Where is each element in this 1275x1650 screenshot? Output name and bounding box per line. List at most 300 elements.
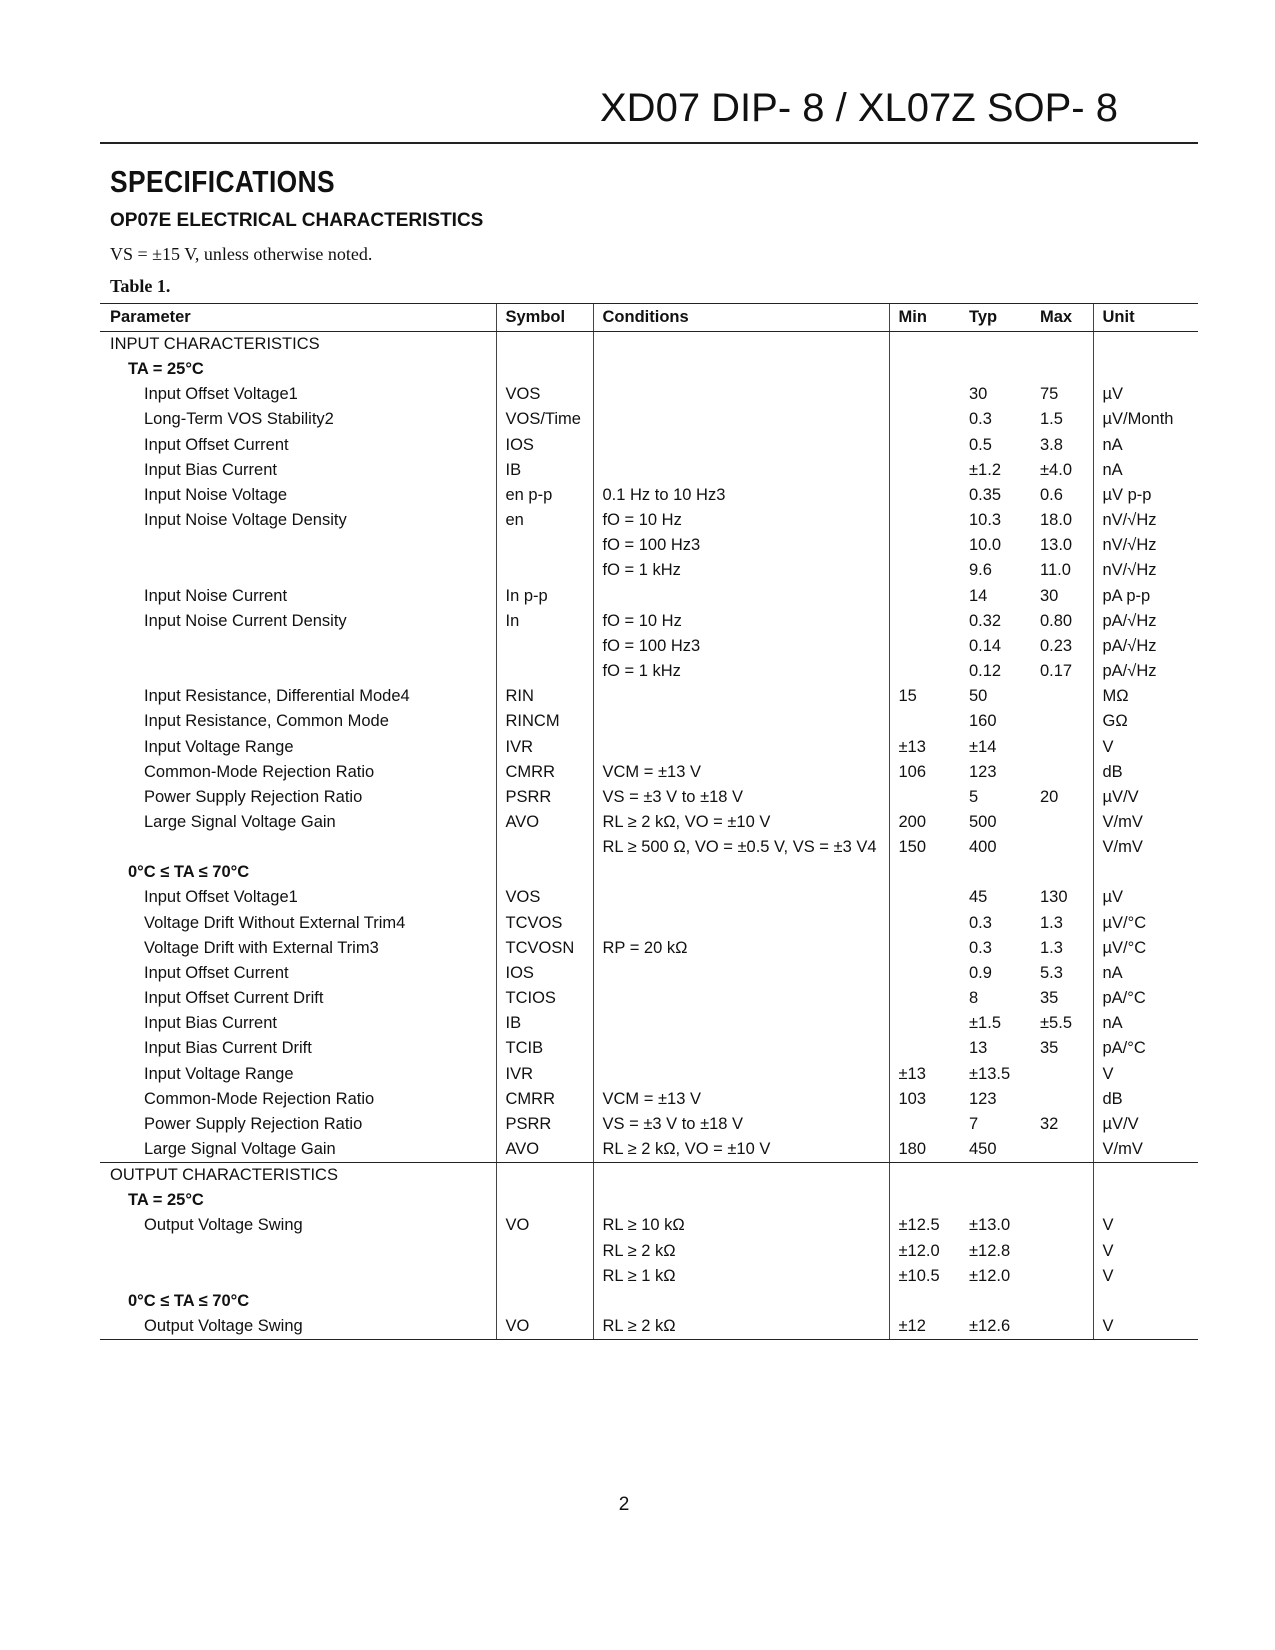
cell-typ: 0.9 — [969, 963, 992, 982]
cell-symbol: IVR — [496, 735, 593, 760]
cell-unit: nA — [1093, 458, 1198, 483]
cell-conditions: RL ≥ 10 kΩ — [593, 1213, 889, 1238]
cell-conditions: fO = 100 Hz3 — [593, 634, 889, 659]
cell-typ: ±14 — [969, 737, 997, 756]
cell-unit — [1093, 332, 1198, 358]
cell-max: 5.3 — [1040, 963, 1063, 982]
cell-unit — [1093, 357, 1198, 382]
cell-parameter — [100, 1239, 496, 1264]
cell-parameter — [100, 533, 496, 558]
table-row — [100, 1163, 1198, 1189]
cell-conditions — [593, 407, 889, 432]
cell-conditions: RL ≥ 2 kΩ, VO = ±10 V — [593, 810, 889, 835]
cell-unit: dB — [1093, 760, 1198, 785]
cell-unit: µV p-p — [1093, 483, 1198, 508]
cell-max: 0.80 — [1040, 611, 1073, 630]
cell-min — [889, 433, 960, 458]
cell-typ: 50 — [969, 687, 988, 706]
cell-typ: 0.3 — [969, 938, 992, 957]
table-row — [100, 1213, 1198, 1238]
cell-min — [889, 407, 960, 432]
cell-unit: pA/√Hz — [1093, 634, 1198, 659]
cell-max — [1031, 810, 1093, 835]
cell-typ: 123 — [969, 1089, 997, 1108]
cell-min — [889, 332, 960, 358]
page-header-title: XD07 DIP- 8 / XL07Z SOP- 8 — [600, 86, 1118, 130]
cell-unit: pA/°C — [1093, 1036, 1198, 1061]
cell-typ: 0.3 — [969, 913, 992, 932]
cell-typ: 7 — [969, 1114, 979, 1133]
cell-conditions — [593, 433, 889, 458]
cell-symbol: TCVOSN — [496, 936, 593, 961]
table-row — [100, 684, 1198, 709]
cell-conditions — [593, 885, 889, 910]
cell-symbol: IB — [496, 1011, 593, 1036]
page-number: 2 — [618, 1494, 630, 1515]
cell-conditions — [593, 1062, 889, 1087]
cell-conditions — [593, 911, 889, 936]
cell-min — [889, 709, 960, 734]
cell-typ: 30 — [969, 385, 988, 404]
cell-typ: 0.3 — [969, 410, 992, 429]
cell-unit: MΩ — [1093, 684, 1198, 709]
table-body — [100, 332, 1198, 1340]
cell-max — [1031, 357, 1093, 382]
cell-parameter: TA = 25°C — [128, 360, 204, 379]
cell-typ: 500 — [969, 812, 997, 831]
cell-symbol: PSRR — [496, 1112, 593, 1137]
cell-max: 0.17 — [1040, 662, 1073, 681]
cell-unit: V — [1093, 1314, 1198, 1340]
cell-unit — [1093, 1188, 1198, 1213]
cell-max — [1031, 1188, 1093, 1213]
cell-max: 130 — [1040, 888, 1068, 907]
cell-unit: pA/√Hz — [1093, 659, 1198, 684]
cell-max: 11.0 — [1040, 561, 1071, 580]
cell-typ: ±1.5 — [969, 1014, 1001, 1033]
cell-conditions: fO = 10 Hz — [593, 609, 889, 634]
table-row — [100, 810, 1198, 835]
cell-min — [889, 634, 960, 659]
cell-parameter — [100, 634, 496, 659]
column-header-min: Min — [889, 304, 960, 332]
table-caption: Table 1. — [110, 276, 171, 296]
cell-unit — [1093, 860, 1198, 885]
cell-unit — [1093, 1163, 1198, 1189]
cell-min: ±12 — [889, 1314, 960, 1340]
table-row — [100, 785, 1198, 810]
cell-conditions: VS = ±3 V to ±18 V — [593, 785, 889, 810]
cell-min — [889, 1289, 960, 1314]
cell-conditions: fO = 1 kHz — [593, 659, 889, 684]
cell-min: 103 — [889, 1087, 960, 1112]
cell-parameter: Input Offset Current — [144, 435, 289, 454]
cell-parameter: Input Offset Current — [144, 963, 289, 982]
table-row — [100, 533, 1198, 558]
column-header-max: Max — [1031, 304, 1093, 332]
cell-max: 1.3 — [1040, 913, 1063, 932]
cell-parameter: Power Supply Rejection Ratio — [144, 1114, 363, 1133]
cell-min: ±10.5 — [889, 1264, 960, 1289]
cell-min — [889, 1188, 960, 1213]
cell-parameter: OUTPUT CHARACTERISTICS — [110, 1166, 338, 1185]
cell-conditions — [593, 709, 889, 734]
conditions-note: VS = ±15 V, unless otherwise noted. — [110, 244, 373, 264]
table-row — [100, 357, 1198, 382]
cell-symbol — [496, 533, 593, 558]
cell-min — [889, 458, 960, 483]
cell-conditions: RL ≥ 2 kΩ — [593, 1314, 889, 1340]
cell-symbol: en — [496, 508, 593, 533]
cell-symbol: IB — [496, 458, 593, 483]
cell-max: 0.23 — [1040, 636, 1073, 655]
cell-unit: µV — [1093, 382, 1198, 407]
cell-max — [1031, 1314, 1093, 1340]
cell-parameter: Input Voltage Range — [144, 737, 294, 756]
cell-typ: 450 — [960, 1137, 1031, 1163]
cell-max — [1031, 332, 1093, 358]
cell-symbol: VO — [496, 1213, 593, 1238]
cell-parameter — [100, 659, 496, 684]
cell-unit: µV/°C — [1093, 911, 1198, 936]
cell-symbol — [496, 1264, 593, 1289]
cell-typ: 0.5 — [969, 435, 992, 454]
table-row — [100, 407, 1198, 432]
cell-typ: ±12.8 — [969, 1241, 1011, 1260]
cell-max — [1031, 835, 1093, 860]
cell-conditions — [593, 684, 889, 709]
cell-symbol — [496, 1289, 593, 1314]
cell-min — [889, 659, 960, 684]
cell-parameter: Input Noise Current Density — [144, 611, 347, 630]
cell-typ: ±13.5 — [969, 1064, 1011, 1083]
cell-unit: V — [1093, 1062, 1198, 1087]
table-row — [100, 1314, 1198, 1340]
cell-parameter: Input Noise Voltage Density — [144, 511, 347, 530]
table-row — [100, 508, 1198, 533]
cell-max — [1031, 735, 1093, 760]
cell-min: ±12.5 — [889, 1213, 960, 1238]
cell-typ — [960, 1289, 1031, 1314]
table-row — [100, 1087, 1198, 1112]
cell-typ: 10.0 — [969, 536, 1002, 555]
cell-unit: V/mV — [1093, 810, 1198, 835]
cell-parameter: Common-Mode Rejection Ratio — [144, 1089, 375, 1108]
cell-unit: V — [1093, 1264, 1198, 1289]
cell-symbol: RIN — [496, 684, 593, 709]
cell-min — [889, 382, 960, 407]
cell-min — [889, 483, 960, 508]
cell-max: 3.8 — [1040, 435, 1063, 454]
cell-typ: ±13.0 — [969, 1216, 1011, 1235]
cell-conditions: VCM = ±13 V — [593, 760, 889, 785]
cell-unit: V — [1093, 1239, 1198, 1264]
cell-max — [1031, 1087, 1093, 1112]
cell-max — [1031, 760, 1093, 785]
cell-parameter: Input Noise Current — [144, 586, 288, 605]
cell-min — [889, 986, 960, 1011]
cell-symbol: en p-p — [496, 483, 593, 508]
cell-typ: 14 — [969, 586, 988, 605]
table-row — [100, 1137, 1198, 1163]
cell-parameter: Input Resistance, Common Mode — [144, 712, 389, 731]
header-rule — [100, 142, 1198, 144]
cell-typ — [960, 1163, 1031, 1189]
table-row — [100, 735, 1198, 760]
cell-parameter: Common-Mode Rejection Ratio — [144, 762, 375, 781]
cell-conditions: fO = 10 Hz — [593, 508, 889, 533]
column-header-parameter: Parameter — [100, 304, 496, 332]
cell-max — [1031, 684, 1093, 709]
cell-typ: 0.32 — [969, 611, 1002, 630]
cell-max: 20 — [1040, 787, 1059, 806]
cell-symbol: IOS — [496, 433, 593, 458]
cell-min: ±12.0 — [889, 1239, 960, 1264]
cell-symbol: In p-p — [496, 584, 593, 609]
cell-conditions: RL ≥ 1 kΩ — [593, 1264, 889, 1289]
cell-conditions — [593, 332, 889, 358]
cell-min: ±13 — [889, 735, 960, 760]
cell-conditions: RL ≥ 500 Ω, VO = ±0.5 V, VS = ±3 V4 — [593, 835, 889, 860]
cell-symbol: RINCM — [496, 709, 593, 734]
cell-max — [1031, 1264, 1093, 1289]
cell-symbol: TCVOS — [496, 911, 593, 936]
cell-min — [889, 584, 960, 609]
cell-max — [1031, 1062, 1093, 1087]
cell-typ: ±12.6 — [960, 1314, 1031, 1340]
cell-min — [889, 508, 960, 533]
cell-max: 18.0 — [1040, 511, 1073, 530]
cell-unit: V/mV — [1093, 835, 1198, 860]
cell-max: 35 — [1040, 989, 1059, 1008]
table-row — [100, 332, 1198, 358]
cell-typ — [960, 860, 1031, 885]
table-row — [100, 1264, 1198, 1289]
cell-typ: 5 — [969, 787, 979, 806]
cell-conditions: 0.1 Hz to 10 Hz3 — [593, 483, 889, 508]
column-header-typ: Typ — [960, 304, 1031, 332]
cell-min — [889, 357, 960, 382]
cell-symbol: VO — [496, 1314, 593, 1340]
column-header-unit: Unit — [1093, 304, 1198, 332]
cell-min — [889, 936, 960, 961]
cell-max — [1031, 1239, 1093, 1264]
cell-unit: nA — [1093, 433, 1198, 458]
section-title: SPECIFICATIONS — [110, 164, 336, 199]
cell-parameter: Long-Term VOS Stability2 — [144, 410, 334, 429]
cell-min — [889, 860, 960, 885]
cell-max: ±5.5 — [1040, 1014, 1072, 1033]
cell-max: 30 — [1040, 586, 1059, 605]
cell-min: 200 — [889, 810, 960, 835]
table-row — [100, 609, 1198, 634]
cell-symbol — [496, 659, 593, 684]
table-row — [100, 709, 1198, 734]
table-row — [100, 885, 1198, 910]
table-row — [100, 584, 1198, 609]
cell-symbol: In — [496, 609, 593, 634]
cell-unit: nV/√Hz — [1093, 508, 1198, 533]
cell-parameter: Voltage Drift Without External Trim4 — [144, 913, 406, 932]
table-row — [100, 1289, 1198, 1314]
cell-typ: 13 — [969, 1039, 988, 1058]
cell-min — [889, 558, 960, 583]
cell-parameter: Large Signal Voltage Gain — [144, 812, 336, 831]
cell-max — [1031, 1213, 1093, 1238]
cell-conditions — [593, 735, 889, 760]
cell-unit: nV/√Hz — [1093, 533, 1198, 558]
table-row — [100, 911, 1198, 936]
table-row — [100, 382, 1198, 407]
cell-unit: V/mV — [1093, 1137, 1198, 1163]
cell-conditions — [593, 860, 889, 885]
cell-unit: GΩ — [1093, 709, 1198, 734]
cell-conditions: fO = 100 Hz3 — [593, 533, 889, 558]
table-header-row — [100, 304, 1198, 332]
cell-unit: nA — [1093, 1011, 1198, 1036]
cell-unit: pA/√Hz — [1093, 609, 1198, 634]
cell-max — [1031, 1163, 1093, 1189]
table-row — [100, 961, 1198, 986]
table-row — [100, 1011, 1198, 1036]
cell-min — [889, 533, 960, 558]
cell-symbol: VOS — [496, 382, 593, 407]
cell-min — [889, 1163, 960, 1189]
table-row — [100, 1036, 1198, 1061]
column-header-conditions: Conditions — [593, 304, 889, 332]
cell-parameter — [100, 1264, 496, 1289]
cell-symbol — [496, 835, 593, 860]
cell-max — [1031, 1289, 1093, 1314]
cell-conditions — [593, 357, 889, 382]
cell-symbol — [496, 634, 593, 659]
cell-typ: 8 — [969, 989, 979, 1008]
cell-unit: pA p-p — [1093, 584, 1198, 609]
cell-parameter: Input Offset Current Drift — [144, 989, 324, 1008]
cell-typ: 123 — [969, 762, 997, 781]
cell-typ: 10.3 — [969, 511, 1002, 530]
cell-max: 0.6 — [1040, 485, 1063, 504]
cell-parameter — [100, 835, 496, 860]
cell-parameter: Large Signal Voltage Gain — [100, 1137, 496, 1163]
table-row — [100, 986, 1198, 1011]
table-row — [100, 558, 1198, 583]
cell-parameter: Input Bias Current — [144, 1014, 277, 1033]
cell-symbol — [496, 332, 593, 358]
cell-max — [1031, 709, 1093, 734]
cell-symbol: CMRR — [496, 1087, 593, 1112]
cell-unit: µV — [1093, 885, 1198, 910]
cell-max: 1.3 — [1040, 938, 1063, 957]
cell-conditions: RL ≥ 2 kΩ, VO = ±10 V — [593, 1137, 889, 1163]
cell-unit: nV/√Hz — [1093, 558, 1198, 583]
cell-conditions — [593, 1163, 889, 1189]
table-row — [100, 659, 1198, 684]
cell-typ: ±12.0 — [969, 1266, 1011, 1285]
cell-unit: pA/°C — [1093, 986, 1198, 1011]
cell-min — [889, 1112, 960, 1137]
cell-parameter: Input Bias Current — [144, 460, 277, 479]
cell-parameter: Input Bias Current Drift — [144, 1039, 312, 1058]
cell-symbol — [496, 860, 593, 885]
cell-parameter: Input Resistance, Differential Mode4 — [144, 687, 410, 706]
cell-unit: nA — [1093, 961, 1198, 986]
table-row — [100, 1062, 1198, 1087]
cell-unit: µV/Month — [1093, 407, 1198, 432]
cell-typ: 45 — [969, 888, 988, 907]
cell-max — [1031, 860, 1093, 885]
specifications-table — [100, 303, 1198, 1340]
table-row — [100, 1239, 1198, 1264]
cell-typ — [960, 332, 1031, 358]
cell-unit: µV/V — [1093, 1112, 1198, 1137]
cell-parameter: Power Supply Rejection Ratio — [144, 787, 363, 806]
table-row — [100, 1112, 1198, 1137]
cell-max: 13.0 — [1040, 536, 1073, 555]
cell-typ: 0.12 — [969, 662, 1002, 681]
cell-conditions: VCM = ±13 V — [593, 1087, 889, 1112]
cell-min: 150 — [889, 835, 960, 860]
cell-unit: V — [1093, 1213, 1198, 1238]
cell-symbol: VOS — [496, 885, 593, 910]
cell-conditions — [593, 1188, 889, 1213]
cell-max — [1031, 1137, 1093, 1163]
cell-typ: 400 — [969, 838, 997, 857]
cell-conditions — [593, 1036, 889, 1061]
cell-conditions: VS = ±3 V to ±18 V — [593, 1112, 889, 1137]
table-row — [100, 860, 1198, 885]
cell-parameter: Input Offset Voltage1 — [144, 888, 298, 907]
cell-min: ±13 — [889, 1062, 960, 1087]
cell-symbol — [496, 1239, 593, 1264]
cell-conditions: fO = 1 kHz — [593, 558, 889, 583]
cell-symbol: AVO — [496, 810, 593, 835]
cell-symbol: VOS/Time — [496, 407, 593, 432]
table-row — [100, 458, 1198, 483]
cell-min — [889, 1011, 960, 1036]
cell-parameter: INPUT CHARACTERISTICS — [110, 335, 320, 353]
cell-symbol: IOS — [496, 961, 593, 986]
cell-conditions: RL ≥ 2 kΩ — [593, 1239, 889, 1264]
cell-parameter — [100, 558, 496, 583]
cell-unit: V — [1093, 735, 1198, 760]
cell-typ: 9.6 — [969, 561, 992, 580]
cell-symbol — [496, 357, 593, 382]
cell-min — [889, 911, 960, 936]
cell-unit: µV/°C — [1093, 936, 1198, 961]
table-row — [100, 433, 1198, 458]
cell-min — [889, 1036, 960, 1061]
cell-max: 75 — [1040, 385, 1059, 404]
cell-parameter: Output Voltage Swing — [100, 1314, 496, 1340]
column-header-symbol: Symbol — [496, 304, 593, 332]
cell-parameter: Input Noise Voltage — [144, 485, 288, 504]
cell-unit: µV/V — [1093, 785, 1198, 810]
cell-min: 106 — [889, 760, 960, 785]
cell-unit: dB — [1093, 1087, 1198, 1112]
subsection-title: OP07E ELECTRICAL CHARACTERISTICS — [110, 210, 484, 231]
cell-symbol — [496, 558, 593, 583]
cell-conditions — [593, 1289, 889, 1314]
cell-parameter: Voltage Drift with External Trim3 — [144, 938, 379, 957]
cell-symbol: AVO — [496, 1137, 593, 1163]
cell-min — [889, 785, 960, 810]
cell-parameter: TA = 25°C — [128, 1191, 204, 1210]
cell-parameter: 0°C ≤ TA ≤ 70°C — [128, 1291, 250, 1310]
cell-conditions — [593, 458, 889, 483]
cell-symbol: TCIOS — [496, 986, 593, 1011]
cell-max: ±4.0 — [1040, 460, 1072, 479]
